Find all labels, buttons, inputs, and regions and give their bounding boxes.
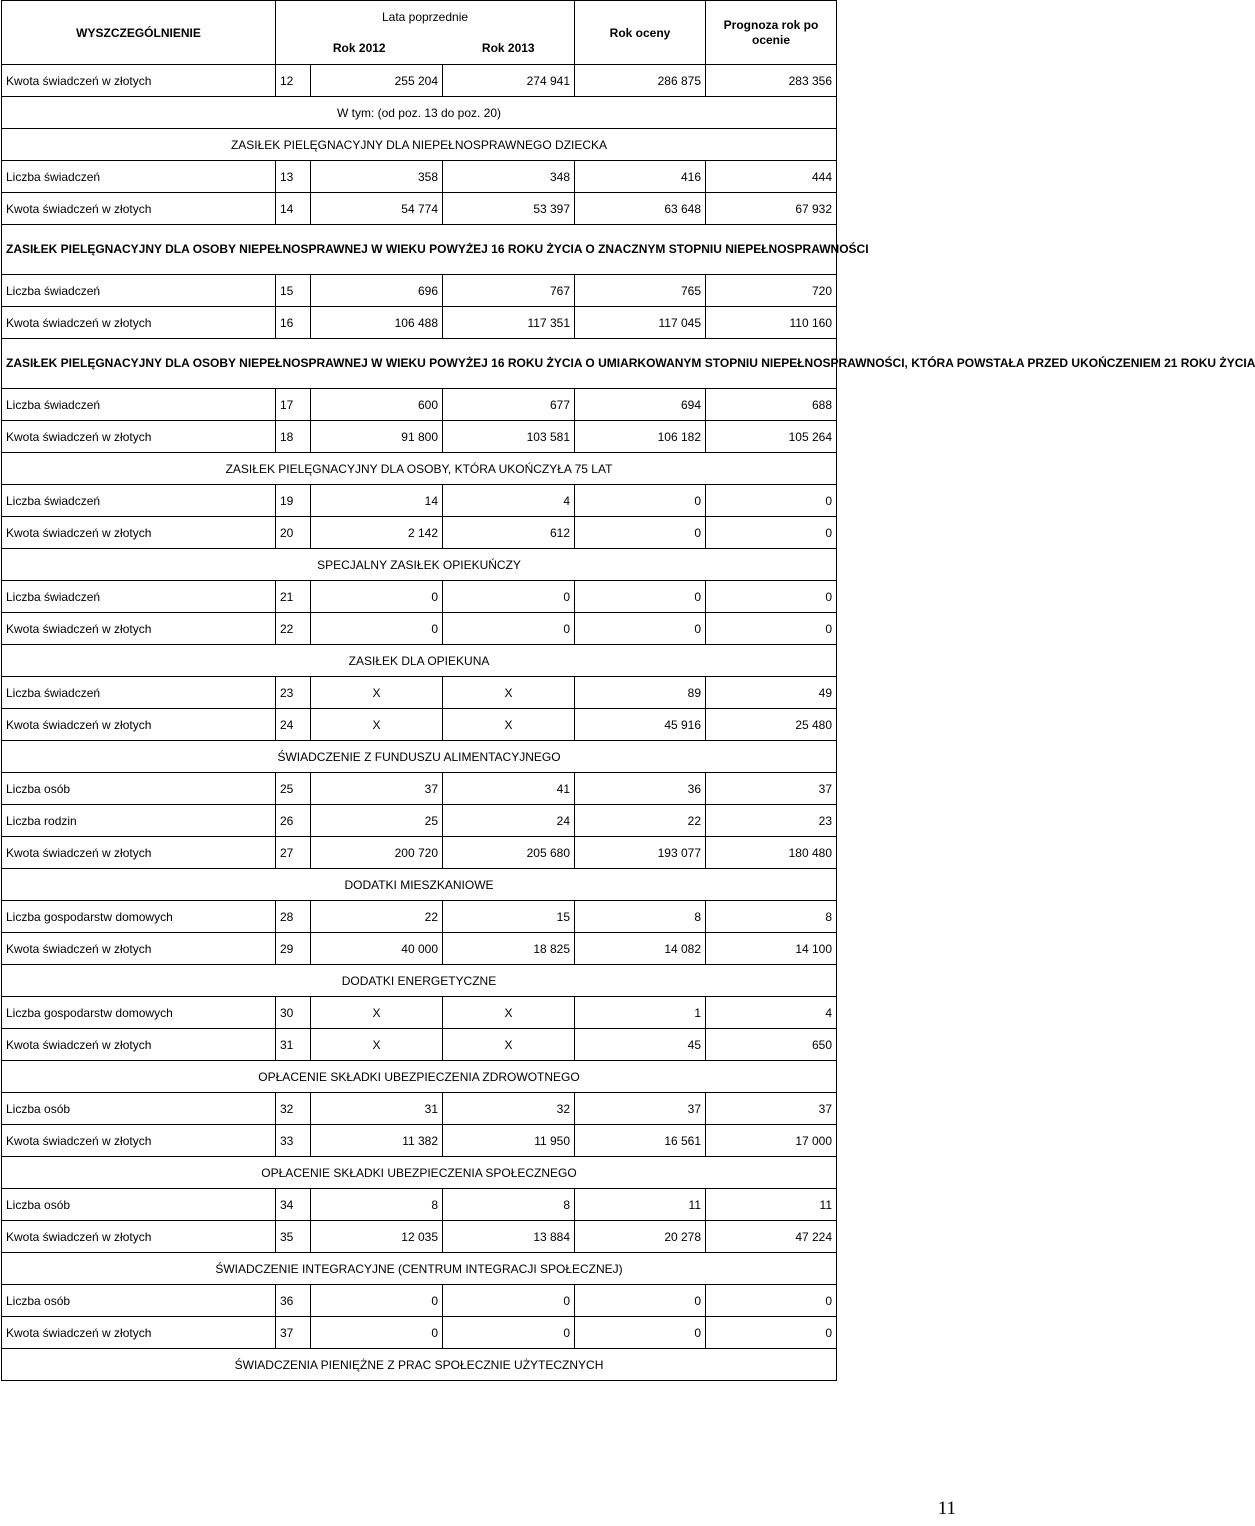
value-2013: 41 — [443, 773, 575, 805]
row-label: Kwota świadczeń w złotych — [2, 1125, 276, 1157]
row-label: Liczba świadczeń — [2, 275, 276, 307]
section-title: ŚWIADCZENIA PIENIĘŻNE Z PRAC SPOŁECZNIE UŻYTECZNYCH — [2, 1349, 837, 1381]
value-forecast: 720 — [706, 275, 837, 307]
value-2012: 0 — [311, 1285, 443, 1317]
value-2012: 0 — [311, 581, 443, 613]
row-label: Liczba osób — [2, 1285, 276, 1317]
value-current-year: 286 875 — [575, 65, 706, 97]
row-position: 33 — [276, 1125, 311, 1157]
value-2012: 12 035 — [311, 1221, 443, 1253]
value-current-year: 694 — [575, 389, 706, 421]
section-row — [2, 225, 837, 275]
section-title: OPŁACENIE SKŁADKI UBEZPIECZENIA ZDROWOTNEGO — [2, 1061, 837, 1093]
value-2013: 0 — [443, 1317, 575, 1349]
section-title: W tym: (od poz. 13 do poz. 20) — [2, 97, 837, 129]
value-forecast: 37 — [706, 1093, 837, 1125]
value-2013: 274 941 — [443, 65, 575, 97]
row-position: 15 — [276, 275, 311, 307]
row-label: Kwota świadczeń w złotych — [2, 307, 276, 339]
value-2012: X — [311, 677, 443, 709]
row-label: Liczba osób — [2, 1093, 276, 1125]
value-current-year: 14 082 — [575, 933, 706, 965]
value-2013: 13 884 — [443, 1221, 575, 1253]
row-label: Kwota świadczeń w złotych — [2, 193, 276, 225]
value-current-year: 45 — [575, 1029, 706, 1061]
value-2013: 767 — [443, 275, 575, 307]
row-label: Kwota świadczeń w złotych — [2, 837, 276, 869]
value-current-year: 0 — [575, 613, 706, 645]
value-forecast: 23 — [706, 805, 837, 837]
value-2012: 91 800 — [311, 421, 443, 453]
value-2013: 103 581 — [443, 421, 575, 453]
row-label: Liczba rodzin — [2, 805, 276, 837]
row-position: 25 — [276, 773, 311, 805]
value-current-year: 16 561 — [575, 1125, 706, 1157]
table-row — [2, 933, 837, 965]
table-row — [2, 485, 837, 517]
table-row — [2, 805, 837, 837]
value-2013: 0 — [443, 1285, 575, 1317]
table-row — [2, 1029, 837, 1061]
row-label: Liczba osób — [2, 1189, 276, 1221]
value-2012: 600 — [311, 389, 443, 421]
value-forecast: 67 932 — [706, 193, 837, 225]
row-position: 28 — [276, 901, 311, 933]
row-position: 24 — [276, 709, 311, 741]
value-2013: 24 — [443, 805, 575, 837]
table-row — [2, 1125, 837, 1157]
value-2012: 0 — [311, 1317, 443, 1349]
value-forecast: 110 160 — [706, 307, 837, 339]
value-2013: 32 — [443, 1093, 575, 1125]
value-2013: 612 — [443, 517, 575, 549]
table-row — [2, 677, 837, 709]
value-2013: 0 — [443, 581, 575, 613]
row-position: 19 — [276, 485, 311, 517]
value-2012: X — [311, 1029, 443, 1061]
section-row — [2, 1157, 837, 1189]
header-description: WYSZCZEGÓLNIENIE — [2, 1, 276, 65]
row-position: 37 — [276, 1317, 311, 1349]
value-2013: 205 680 — [443, 837, 575, 869]
value-forecast: 49 — [706, 677, 837, 709]
section-row — [2, 1349, 837, 1381]
value-forecast: 0 — [706, 1317, 837, 1349]
value-2013: 15 — [443, 901, 575, 933]
value-2013: 8 — [443, 1189, 575, 1221]
section-row — [2, 741, 837, 773]
value-2013: 0 — [443, 613, 575, 645]
value-2013: 677 — [443, 389, 575, 421]
row-position: 13 — [276, 161, 311, 193]
value-forecast: 283 356 — [706, 65, 837, 97]
row-position: 30 — [276, 997, 311, 1029]
value-current-year: 20 278 — [575, 1221, 706, 1253]
row-label: Kwota świadczeń w złotych — [2, 1317, 276, 1349]
table-row — [2, 1317, 837, 1349]
row-position: 23 — [276, 677, 311, 709]
value-current-year: 0 — [575, 1285, 706, 1317]
value-2012: 358 — [311, 161, 443, 193]
section-title: OPŁACENIE SKŁADKI UBEZPIECZENIA SPOŁECZNEGO — [2, 1157, 837, 1189]
table-row — [2, 307, 837, 339]
value-forecast: 37 — [706, 773, 837, 805]
table-row — [2, 1221, 837, 1253]
value-forecast: 0 — [706, 517, 837, 549]
row-position: 17 — [276, 389, 311, 421]
row-label: Liczba świadczeń — [2, 581, 276, 613]
section-title: ŚWIADCZENIE INTEGRACYJNE (CENTRUM INTEGRACJI SPOŁECZNEJ) — [2, 1253, 837, 1285]
value-forecast: 688 — [706, 389, 837, 421]
row-label: Liczba gospodarstw domowych — [2, 997, 276, 1029]
row-label: Kwota świadczeń w złotych — [2, 709, 276, 741]
row-label: Liczba świadczeń — [2, 161, 276, 193]
value-forecast: 47 224 — [706, 1221, 837, 1253]
value-forecast: 180 480 — [706, 837, 837, 869]
value-current-year: 0 — [575, 581, 706, 613]
row-label: Kwota świadczeń w złotych — [2, 65, 276, 97]
value-forecast: 0 — [706, 613, 837, 645]
table-row — [2, 1189, 837, 1221]
section-title: ZASIŁEK DLA OPIEKUNA — [2, 645, 837, 677]
table-row — [2, 65, 837, 97]
value-2013: 4 — [443, 485, 575, 517]
row-position: 18 — [276, 421, 311, 453]
value-2012: 25 — [311, 805, 443, 837]
value-2013: 348 — [443, 161, 575, 193]
section-row — [2, 453, 837, 485]
row-label: Kwota świadczeń w złotych — [2, 421, 276, 453]
value-2012: 696 — [311, 275, 443, 307]
value-2013: 11 950 — [443, 1125, 575, 1157]
value-current-year: 45 916 — [575, 709, 706, 741]
header-current-year: Rok oceny — [575, 1, 706, 65]
row-position: 20 — [276, 517, 311, 549]
row-position: 26 — [276, 805, 311, 837]
value-2012: 106 488 — [311, 307, 443, 339]
table-row — [2, 997, 837, 1029]
value-forecast: 0 — [706, 581, 837, 613]
page-number: 11 — [937, 1498, 956, 1519]
value-2013: 53 397 — [443, 193, 575, 225]
section-title: ZASIŁEK PIELĘGNACYJNY DLA NIEPEŁNOSPRAWNEGO DZIECKA — [2, 129, 837, 161]
table-row — [2, 421, 837, 453]
value-2013: X — [443, 709, 575, 741]
section-title: ŚWIADCZENIE Z FUNDUSZU ALIMENTACYJNEGO — [2, 741, 837, 773]
value-2012: 2 142 — [311, 517, 443, 549]
table-row — [2, 709, 837, 741]
row-label: Kwota świadczeń w złotych — [2, 1029, 276, 1061]
row-position: 36 — [276, 1285, 311, 1317]
header-year-2012: Rok 2012 — [276, 33, 443, 65]
value-2013: 18 825 — [443, 933, 575, 965]
value-2012: X — [311, 709, 443, 741]
value-current-year: 0 — [575, 517, 706, 549]
value-2012: 200 720 — [311, 837, 443, 869]
section-title: ZASIŁEK PIELĘGNACYJNY DLA OSOBY NIEPEŁNOSPRAWNEJ W WIEKU POWYŻEJ 16 ROKU ŻYCIA O UMIARKOWANYM STOPNIU NIEPEŁNOSPRAWNOŚCI, KTÓRA POWSTAŁA PRZED UKOŃCZENIEM 21 ROKU ŻYCIA — [2, 339, 837, 389]
table-row — [2, 389, 837, 421]
row-position: 34 — [276, 1189, 311, 1221]
value-current-year: 11 — [575, 1189, 706, 1221]
value-2012: 31 — [311, 1093, 443, 1125]
section-row — [2, 869, 837, 901]
table-row — [2, 1093, 837, 1125]
section-title: ZASIŁEK PIELĘGNACYJNY DLA OSOBY NIEPEŁNOSPRAWNEJ W WIEKU POWYŻEJ 16 ROKU ŻYCIA O ZNACZNYM STOPNIU NIEPEŁNOSPRAWNOŚCI — [2, 225, 837, 275]
value-current-year: 89 — [575, 677, 706, 709]
table-row — [2, 275, 837, 307]
section-title: DODATKI ENERGETYCZNE — [2, 965, 837, 997]
row-label: Liczba świadczeń — [2, 485, 276, 517]
value-current-year: 36 — [575, 773, 706, 805]
value-current-year: 765 — [575, 275, 706, 307]
row-label: Liczba świadczeń — [2, 677, 276, 709]
table-row — [2, 581, 837, 613]
section-title: SPECJALNY ZASIŁEK OPIEKUŃCZY — [2, 549, 837, 581]
value-forecast: 4 — [706, 997, 837, 1029]
value-current-year: 0 — [575, 485, 706, 517]
value-forecast: 0 — [706, 1285, 837, 1317]
value-current-year: 416 — [575, 161, 706, 193]
value-forecast: 14 100 — [706, 933, 837, 965]
value-forecast: 17 000 — [706, 1125, 837, 1157]
table-row — [2, 773, 837, 805]
value-current-year: 193 077 — [575, 837, 706, 869]
row-label: Liczba świadczeń — [2, 389, 276, 421]
section-row — [2, 339, 837, 389]
benefits-table — [1, 0, 1255, 1381]
value-2012: 22 — [311, 901, 443, 933]
row-position: 29 — [276, 933, 311, 965]
header-previous-years: Lata poprzednie — [276, 1, 575, 33]
value-2012: 8 — [311, 1189, 443, 1221]
section-title: ZASIŁEK PIELĘGNACYJNY DLA OSOBY, KTÓRA UKOŃCZYŁA 75 LAT — [2, 453, 837, 485]
value-2013: X — [443, 677, 575, 709]
row-position: 35 — [276, 1221, 311, 1253]
value-2013: X — [443, 997, 575, 1029]
value-current-year: 0 — [575, 1317, 706, 1349]
section-row — [2, 549, 837, 581]
section-title: DODATKI MIESZKANIOWE — [2, 869, 837, 901]
section-row — [2, 1061, 837, 1093]
table-row — [2, 613, 837, 645]
section-row — [2, 1253, 837, 1285]
row-label: Liczba gospodarstw domowych — [2, 901, 276, 933]
value-2012: 255 204 — [311, 65, 443, 97]
row-position: 12 — [276, 65, 311, 97]
value-current-year: 22 — [575, 805, 706, 837]
table-row — [2, 517, 837, 549]
value-forecast: 444 — [706, 161, 837, 193]
value-forecast: 25 480 — [706, 709, 837, 741]
section-row — [2, 97, 837, 129]
table-row — [2, 837, 837, 869]
row-position: 27 — [276, 837, 311, 869]
section-row — [2, 645, 837, 677]
value-current-year: 117 045 — [575, 307, 706, 339]
row-position: 32 — [276, 1093, 311, 1125]
value-2012: X — [311, 997, 443, 1029]
row-label: Liczba osób — [2, 773, 276, 805]
value-2013: 117 351 — [443, 307, 575, 339]
section-row — [2, 965, 837, 997]
header-year-2013: Rok 2013 — [443, 33, 575, 65]
row-position: 14 — [276, 193, 311, 225]
value-2012: 54 774 — [311, 193, 443, 225]
value-current-year: 63 648 — [575, 193, 706, 225]
table-row — [2, 1285, 837, 1317]
row-position: 22 — [276, 613, 311, 645]
row-label: Kwota świadczeń w złotych — [2, 933, 276, 965]
value-forecast: 105 264 — [706, 421, 837, 453]
row-position: 21 — [276, 581, 311, 613]
value-forecast: 0 — [706, 485, 837, 517]
table-row — [2, 161, 837, 193]
table-row — [2, 901, 837, 933]
value-forecast: 8 — [706, 901, 837, 933]
header-forecast: Prognoza rok po ocenie — [706, 1, 837, 65]
value-2013: X — [443, 1029, 575, 1061]
row-label: Kwota świadczeń w złotych — [2, 517, 276, 549]
row-position: 31 — [276, 1029, 311, 1061]
row-label: Kwota świadczeń w złotych — [2, 1221, 276, 1253]
value-forecast: 650 — [706, 1029, 837, 1061]
row-position: 16 — [276, 307, 311, 339]
section-row — [2, 129, 837, 161]
value-2012: 0 — [311, 613, 443, 645]
value-2012: 14 — [311, 485, 443, 517]
value-current-year: 1 — [575, 997, 706, 1029]
row-label: Kwota świadczeń w złotych — [2, 613, 276, 645]
value-2012: 11 382 — [311, 1125, 443, 1157]
value-current-year: 37 — [575, 1093, 706, 1125]
value-forecast: 11 — [706, 1189, 837, 1221]
value-current-year: 8 — [575, 901, 706, 933]
value-current-year: 106 182 — [575, 421, 706, 453]
value-2012: 40 000 — [311, 933, 443, 965]
value-2012: 37 — [311, 773, 443, 805]
table-row — [2, 193, 837, 225]
